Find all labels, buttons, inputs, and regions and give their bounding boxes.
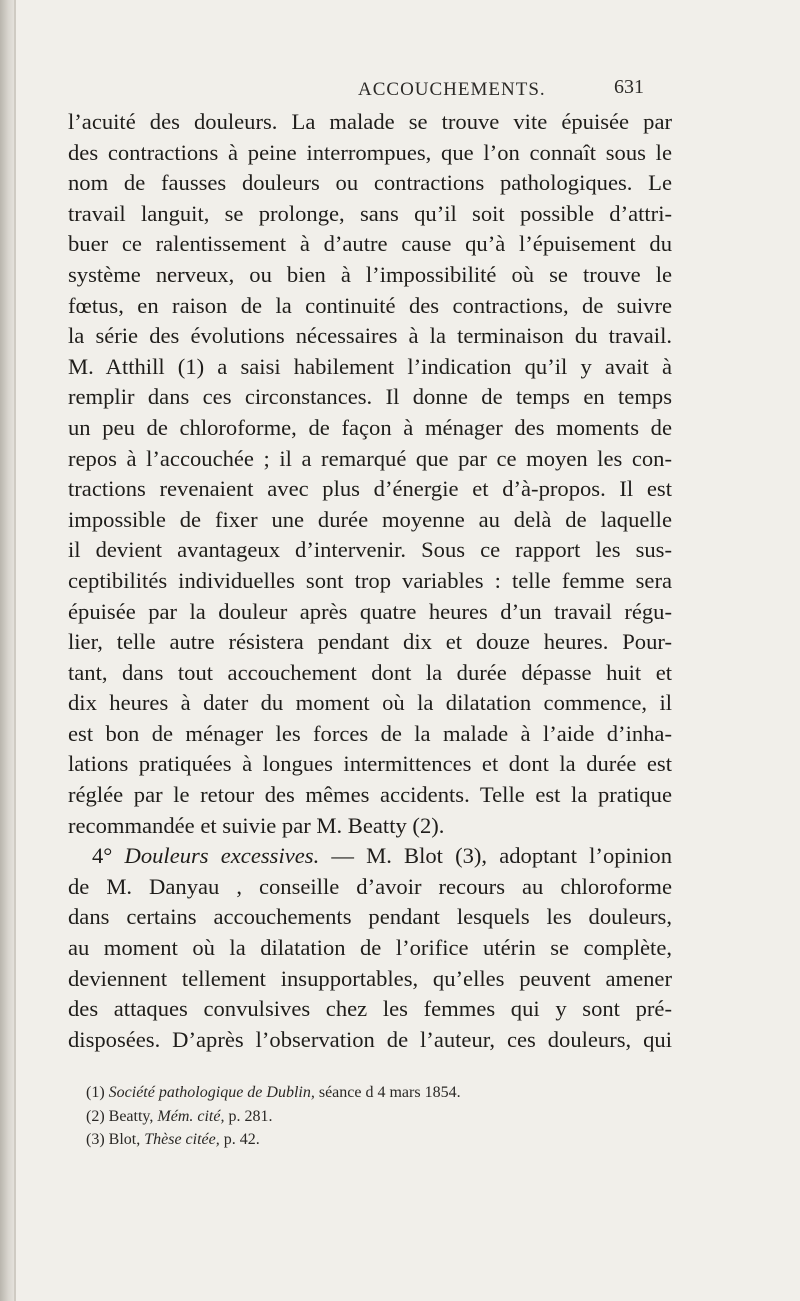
text-line: un peu de chloroforme, de façon à ménager des moments de bbox=[68, 414, 672, 440]
footnote-2 bbox=[86, 1105, 646, 1129]
text-line: des attaques convulsives chez les femmes qui y sont pré- bbox=[68, 996, 672, 1022]
section-heading-line bbox=[68, 841, 672, 872]
text-line: disposées. D’après l’observation de l’auteur, ces douleurs, qui bbox=[68, 1026, 672, 1052]
text-line: recommandée et suivie par M. Beatty (2). bbox=[68, 812, 445, 838]
footnote-3 bbox=[86, 1128, 646, 1152]
text-line: fœtus, en raison de la continuité des contractions, de suivre bbox=[68, 292, 672, 318]
text-line: est bon de ménager les forces de la malade à l’aide d’inha- bbox=[68, 720, 672, 746]
text-line: repos à l’accouchée ; il a remarqué que par ce moyen les con- bbox=[68, 445, 672, 471]
text-line: ceptibilités individuelles sont trop variables : telle femme sera bbox=[68, 567, 672, 593]
text-line: la série des évolutions nécessaires à la terminaison du travail. bbox=[68, 323, 672, 349]
text-line: impossible de fixer une durée moyenne au delà de laquelle bbox=[68, 506, 672, 532]
page-gutter-shadow bbox=[0, 0, 14, 1301]
text-line: l’acuité des douleurs. La malade se trouve vite épuisée par bbox=[68, 109, 672, 134]
text-line: réglée par le retour des mêmes accidents. Telle est la pratique bbox=[68, 782, 672, 808]
text-line: nom de fausses douleurs ou contractions pathologiques. Le bbox=[68, 170, 672, 196]
text-line: lier, telle autre résistera pendant dix et douze heures. Pour- bbox=[68, 629, 672, 655]
section-title: Douleurs excessives. bbox=[124, 843, 320, 869]
main-text-block bbox=[68, 107, 672, 1055]
footnote-author: Blot, bbox=[108, 1131, 141, 1148]
running-header-title: ACCOUCHEMENTS. bbox=[358, 79, 546, 100]
text-line: de M. Danyau , conseille d’avoir recours au chloroforme bbox=[68, 873, 672, 899]
footnote-1 bbox=[86, 1081, 646, 1105]
section-number: 4° bbox=[92, 843, 113, 869]
footnote-rest: p. 42. bbox=[219, 1131, 260, 1148]
text-line: tractions revenaient avec plus d’énergie et d’à-propos. Il est bbox=[68, 476, 672, 502]
footnote-mark: (3) bbox=[86, 1131, 105, 1148]
text-line: système nerveux, ou bien à l’impossibilité où se trouve le bbox=[68, 261, 672, 287]
text-line: remplir dans ces circonstances. Il donne de temps en temps bbox=[68, 384, 672, 410]
page-number: 631 bbox=[614, 76, 644, 98]
text-line: travail languit, se prolonge, sans qu’il soit possible d’attri- bbox=[68, 200, 672, 226]
text-line: il devient avantageux d’intervenir. Sous ce rapport les sus- bbox=[68, 537, 672, 563]
footnote-mark: (1) bbox=[86, 1084, 105, 1101]
footnote-source: Mém. cité, bbox=[157, 1107, 225, 1125]
footnote-rest: p. 281. bbox=[224, 1107, 273, 1125]
text-line: dix heures à dater du moment où la dilatation commence, il bbox=[68, 690, 672, 716]
text-line: épuisée par la douleur après quatre heures d’un travail régu- bbox=[68, 598, 672, 624]
footnote-source: Thèse citée, bbox=[144, 1131, 220, 1148]
text-line: tant, dans tout accouchement dont la durée dépasse huit et bbox=[68, 659, 672, 685]
footnote-mark: (2) bbox=[86, 1107, 105, 1125]
text-line: deviennent tellement insupportables, qu’elles peuvent amener bbox=[68, 965, 672, 991]
section-first-line-rest: — M. Blot (3), adoptant l’opinion bbox=[319, 843, 672, 869]
footnote-author: Beatty, bbox=[108, 1107, 154, 1125]
text-line: des contractions à peine interrompues, que l’on connaît sous le bbox=[68, 139, 672, 165]
text-line: lations pratiquées à longues intermittences et dont la durée est bbox=[68, 751, 672, 777]
footnote-rest: séance d 4 mars 1854. bbox=[314, 1084, 461, 1101]
text-line: au moment où la dilatation de l’orifice utérin se complète, bbox=[68, 935, 672, 961]
footnotes bbox=[86, 1081, 646, 1152]
text-line: M. Atthill (1) a saisi habilement l’indication qu’il y avait à bbox=[68, 353, 672, 379]
text-line: buer ce ralentissement à d’autre cause qu’à l’épuisement du bbox=[68, 231, 672, 257]
text-line: dans certains accouchements pendant lesquels les douleurs, bbox=[68, 904, 672, 930]
footnote-source: Société pathologique de Dublin, bbox=[108, 1084, 315, 1101]
